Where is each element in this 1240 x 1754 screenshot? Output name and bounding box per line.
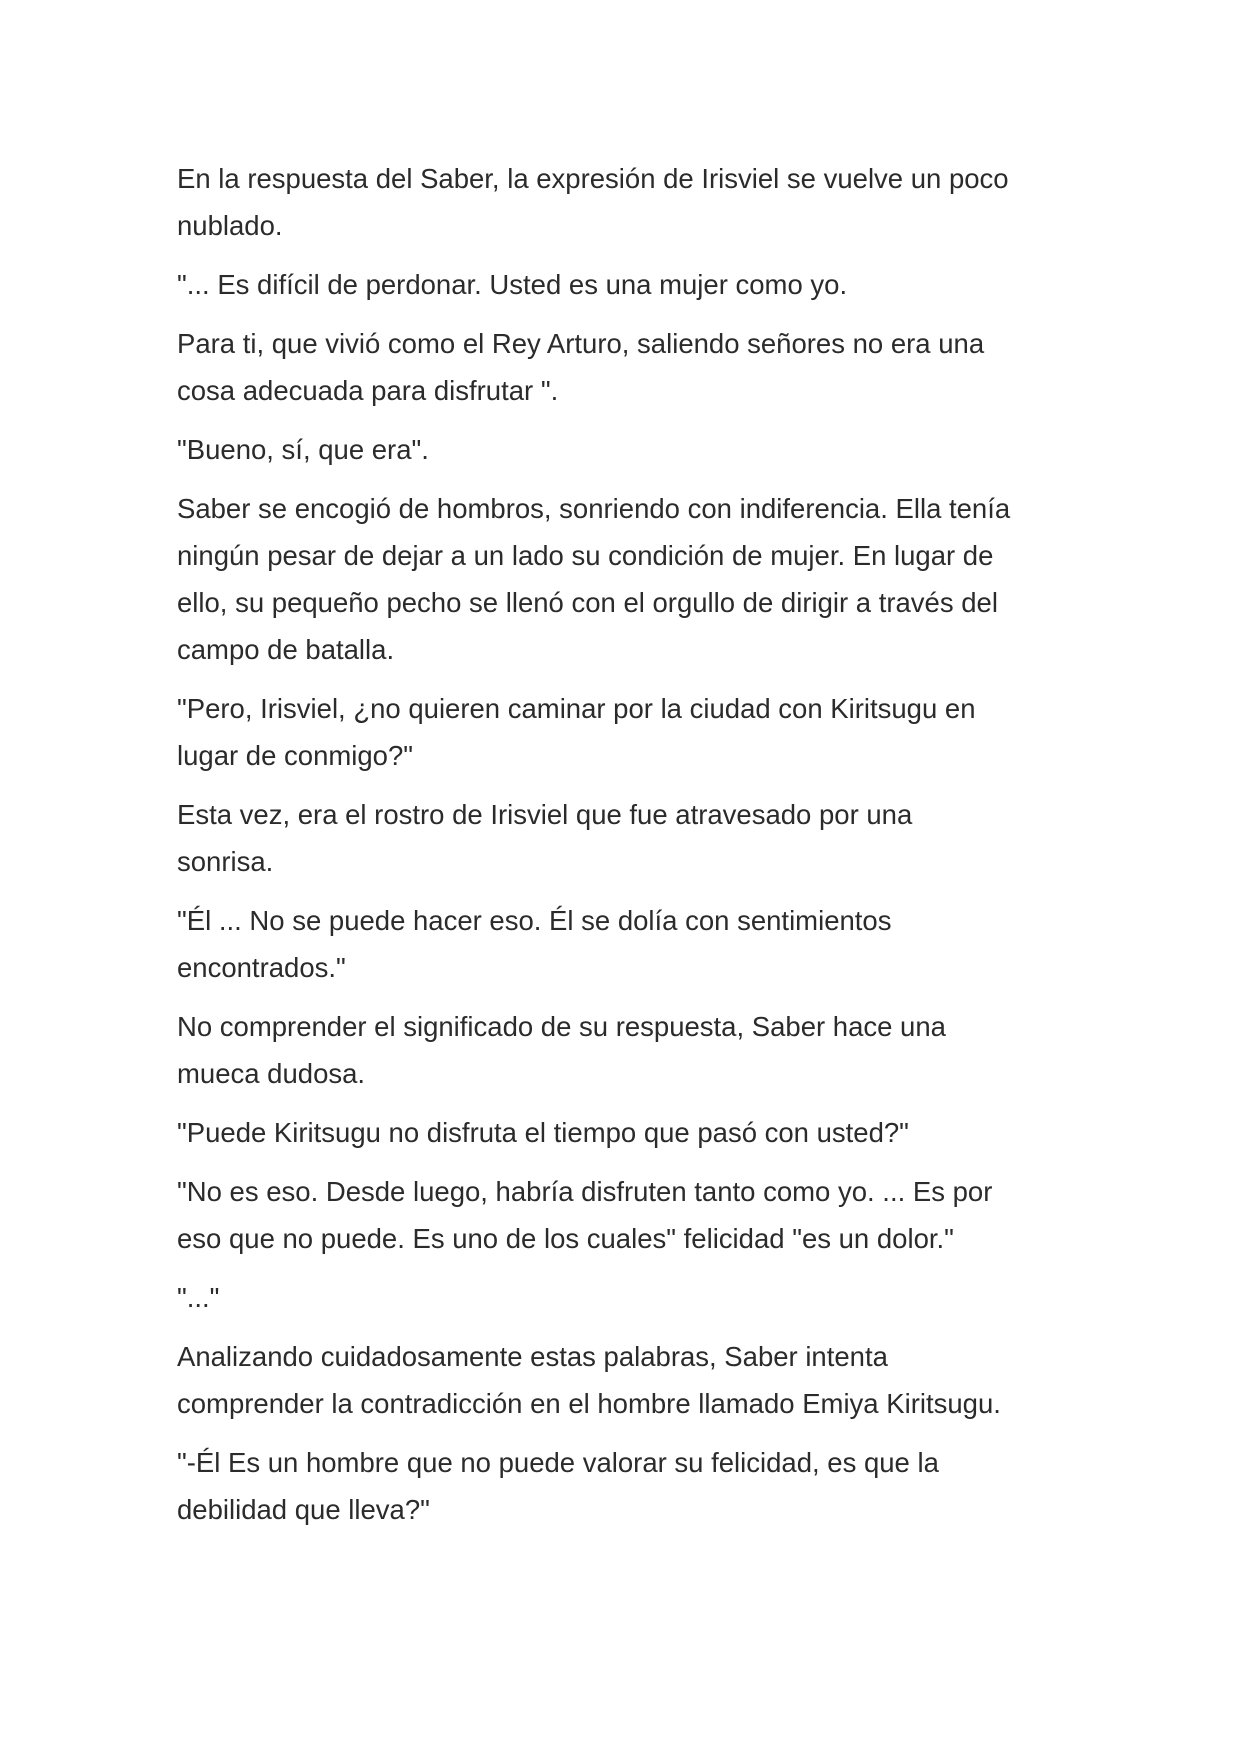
document-body (177, 155, 1082, 1545)
paragraph: Para ti, que vivió como el Rey Arturo, saliendo señores no era una cosa adecuada para disfrutar ". (177, 328, 985, 406)
paragraph: En la respuesta del Saber, la expresión de Irisviel se vuelve un poco nublado. (177, 163, 1009, 241)
paragraph: Esta vez, era el rostro de Irisviel que fue atravesado por una sonrisa. (177, 799, 913, 877)
paragraph: "Él ... No se puede hacer eso. Él se dolía con sentimientos encontrados." (177, 905, 892, 983)
paragraph: "Bueno, sí, que era". (177, 434, 429, 465)
paragraph: "..." (177, 1282, 220, 1313)
paragraph: "No es eso. Desde luego, habría disfruten tanto como yo. ... Es por eso que no puede. Es uno de los cuales" felicidad "es un dolor." (177, 1176, 993, 1254)
paragraph: "... Es difícil de perdonar. Usted es una mujer como yo. (177, 269, 848, 300)
paragraph: Saber se encogió de hombros, sonriendo con indiferencia. Ella tenía ningún pesar de dejar a un lado su condición de mujer. En lugar de ello, su pequeño pecho se llenó con el orgullo de dirigir a través del campo de batalla. (177, 493, 1011, 665)
paragraph: No comprender el significado de su respuesta, Saber hace una mueca dudosa. (177, 1011, 946, 1089)
paragraph: "Puede Kiritsugu no disfruta el tiempo que pasó con usted?" (177, 1117, 909, 1148)
paragraph: "Pero, Irisviel, ¿no quieren caminar por la ciudad con Kiritsugu en lugar de conmigo?" (177, 693, 976, 771)
paragraph: "-Él Es un hombre que no puede valorar su felicidad, es que la debilidad que lleva?" (177, 1447, 939, 1525)
paragraph: Analizando cuidadosamente estas palabras, Saber intenta comprender la contradicción en el hombre llamado Emiya Kiritsugu. (177, 1341, 1001, 1419)
